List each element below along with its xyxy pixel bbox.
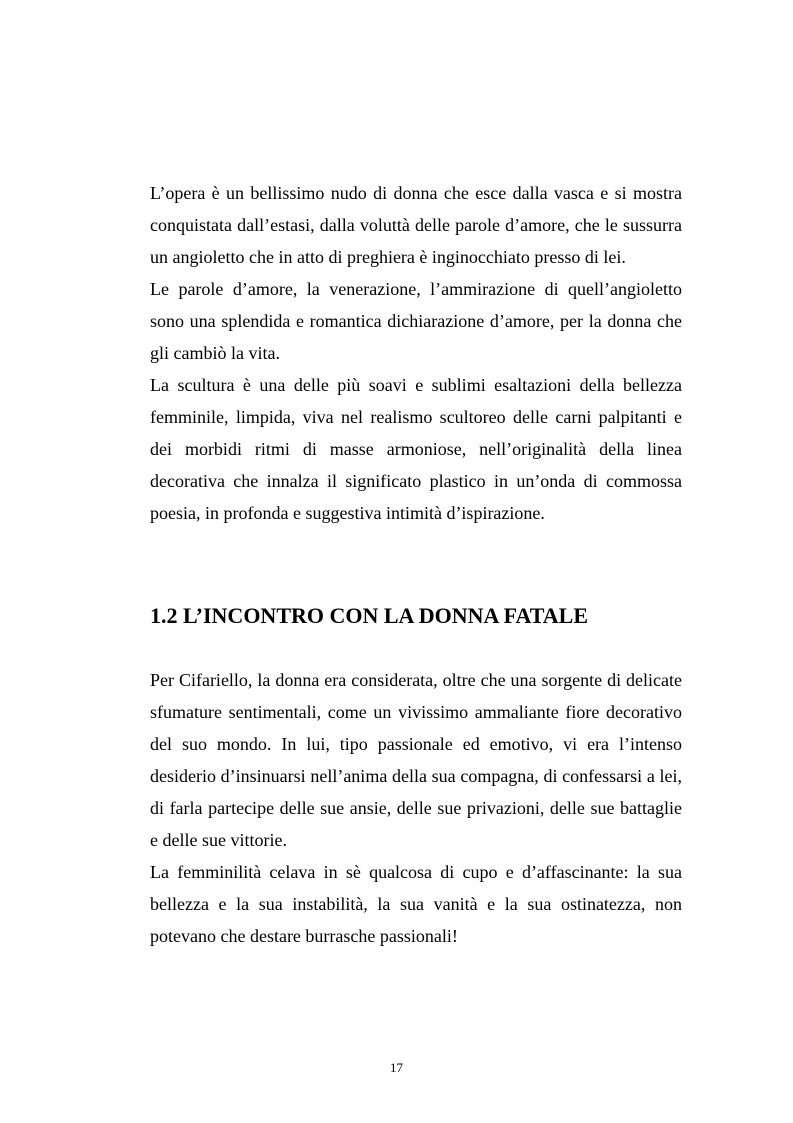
- paragraph: La femminilità celava in sè qualcosa di cupo e d’affascinante: la sua bellezza e la sua instabilità, la sua vanità e la sua ostinatezza, non potevano che destare burrasche passionali!: [150, 862, 682, 946]
- paragraph: Le parole d’amore, la venerazione, l’ammirazione di quell’angioletto sono una splendida e romantica dichiarazione d’amore, per la donna che gli cambiò la vita.: [150, 279, 682, 363]
- body-text-section-2: [150, 664, 682, 952]
- page-number: 17: [390, 1060, 403, 1075]
- section-heading: 1.2 L’INCONTRO CON LA DONNA FATALE: [150, 603, 589, 628]
- body-text-section-1: [150, 177, 682, 529]
- paragraph: La scultura è una delle più soavi e sublimi esaltazioni della bellezza femminile, limpida, viva nel realismo scultoreo delle carni palpitanti e dei morbidi ritmi di masse armoniose, nell’originalità della linea decorativa che innalza il significato plastico in un’onda di commossa poesia, in profonda e suggestiva intimità d’ispirazione.: [150, 375, 682, 523]
- paragraph: Per Cifariello, la donna era considerata, oltre che una sorgente di delicate sfumature sentimentali, come un vivissimo ammaliante fiore decorativo del suo mondo. In lui, tipo passionale ed emotivo, vi era l’intenso desiderio d’insinuarsi nell’anima della sua compagna, di confessarsi a lei, di farla partecipe delle sue ansie, delle sue privazioni, delle sue battaglie e delle sue vittorie.: [150, 670, 682, 850]
- paragraph: L’opera è un bellissimo nudo di donna che esce dalla vasca e si mostra conquistata dall’estasi, dalla voluttà delle parole d’amore, che le sussurra un angioletto che in atto di preghiera è inginocchiato presso di lei.: [150, 183, 682, 267]
